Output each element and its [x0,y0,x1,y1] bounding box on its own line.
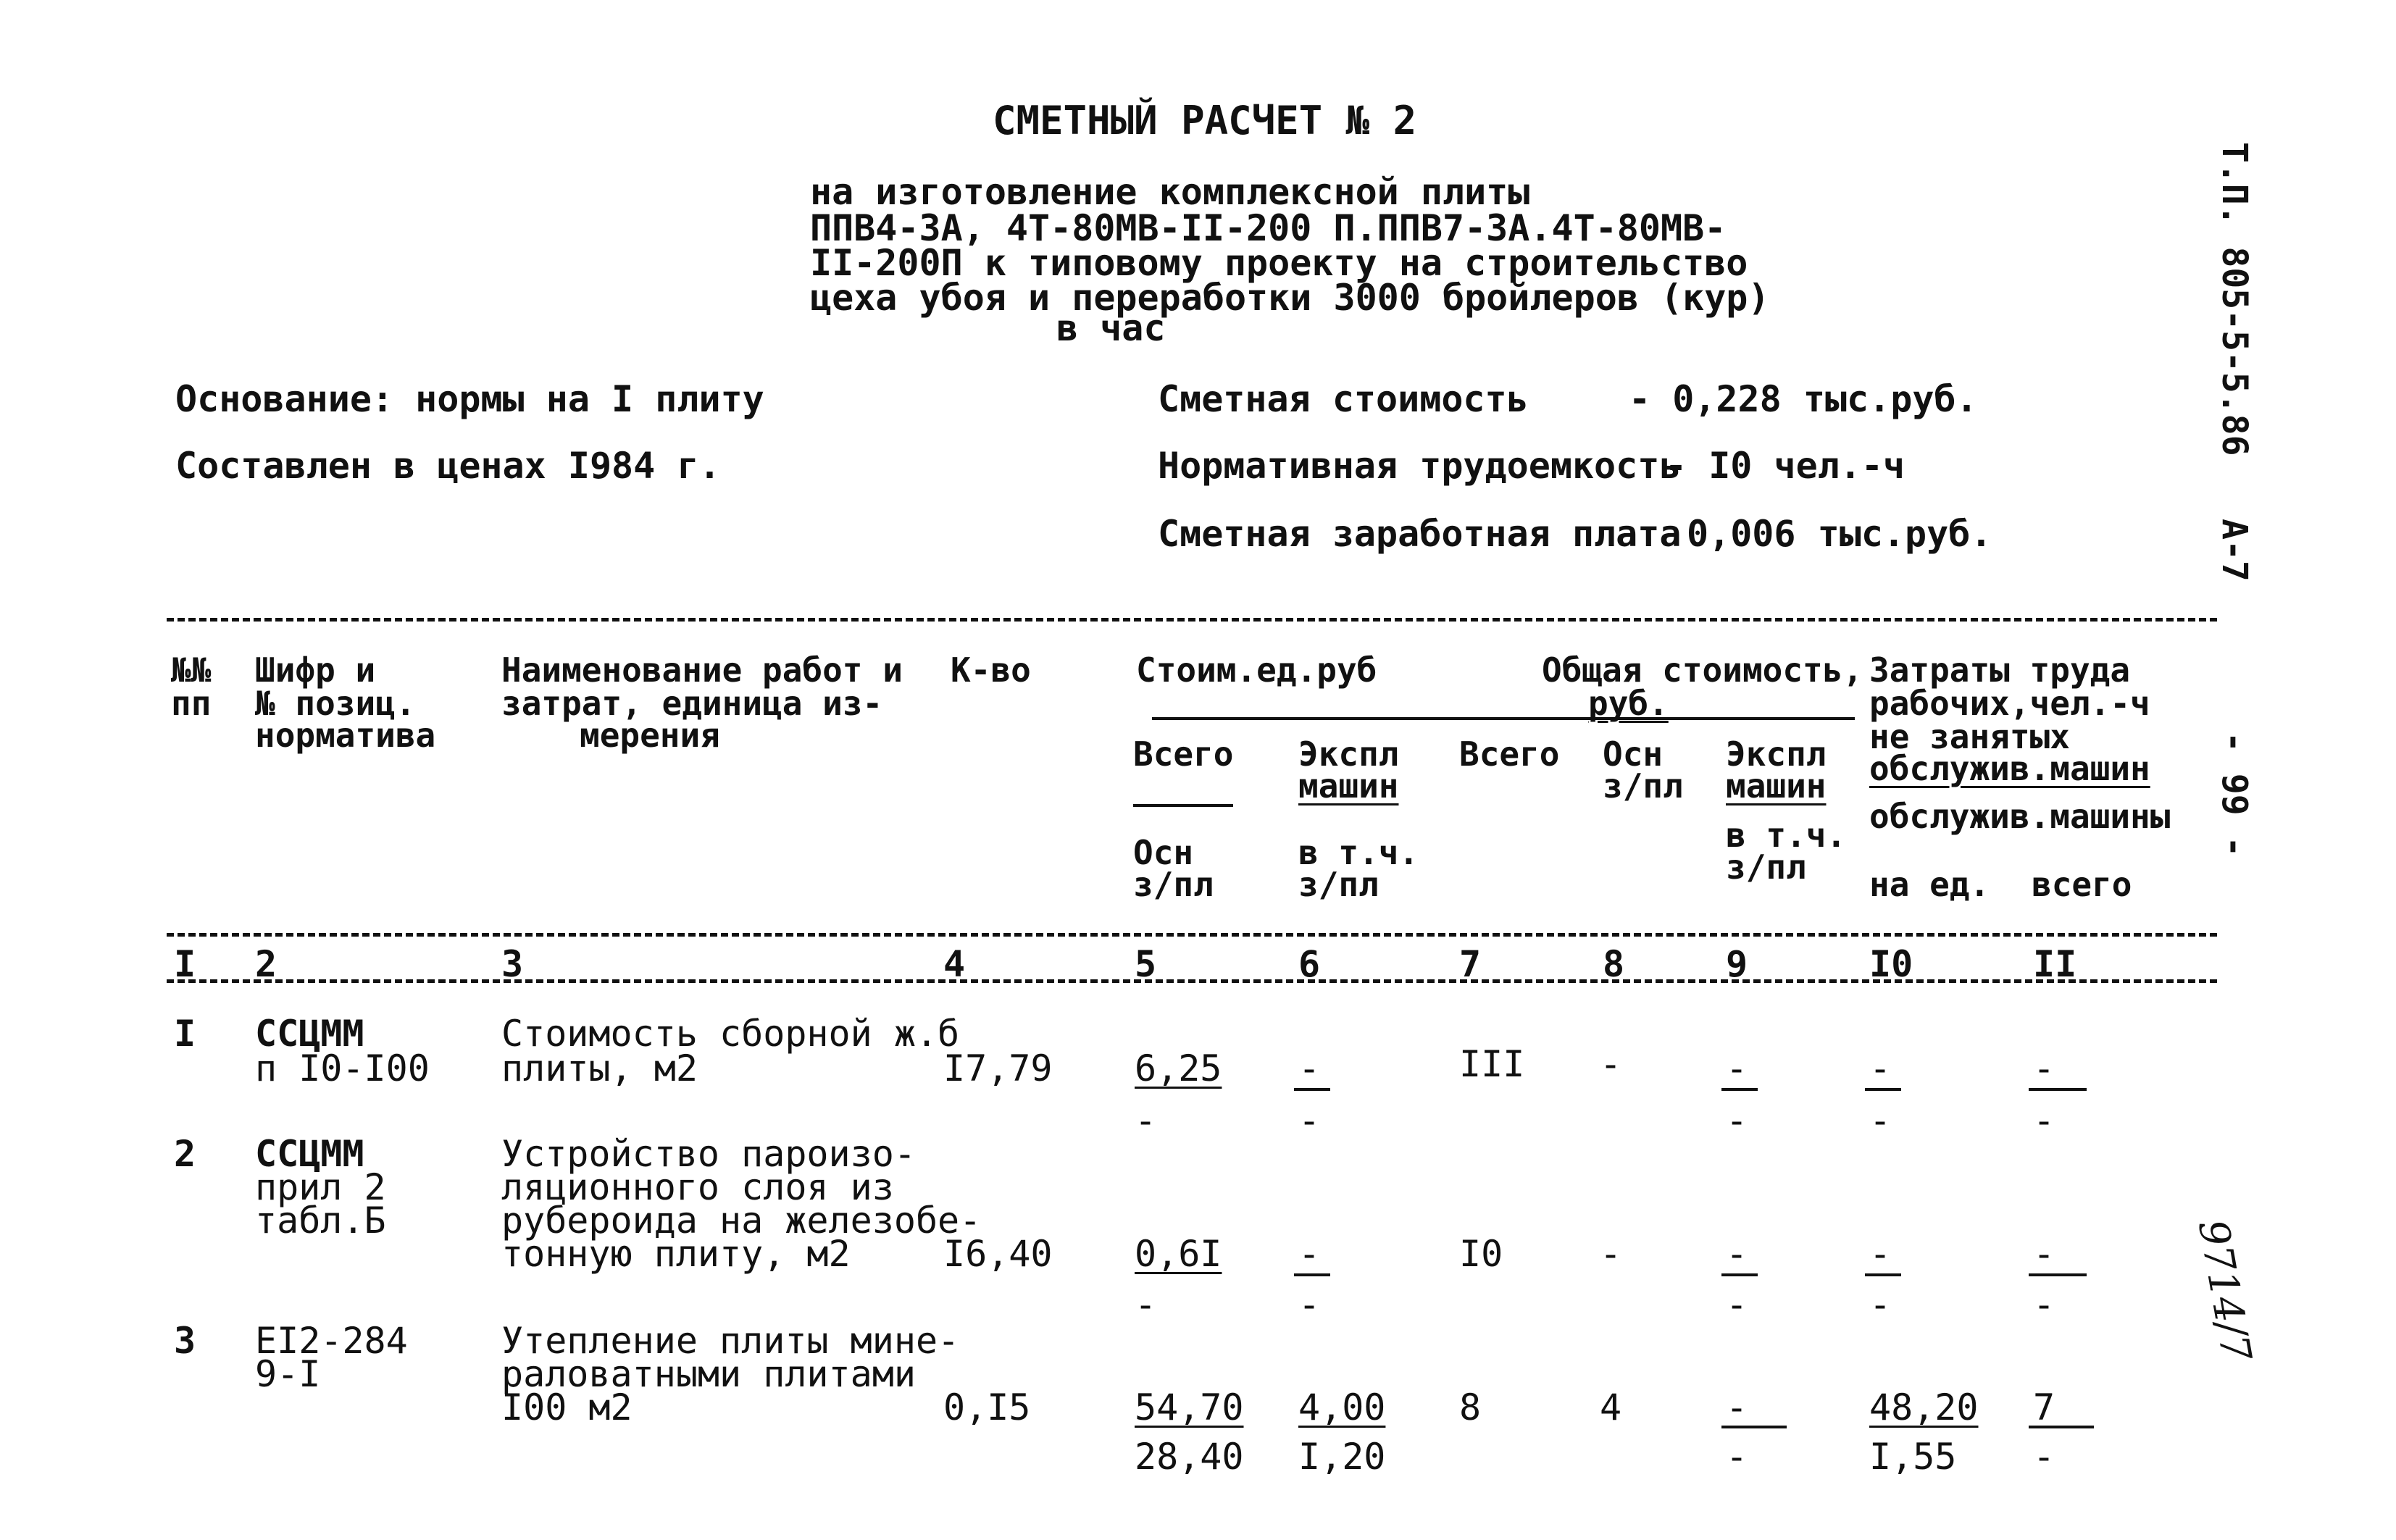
row-labor-total: 7 [2033,1386,2055,1428]
row-labor-unit: - [1869,1047,1892,1089]
header-name-line1: Наименование работ и [501,650,903,690]
row-labor-unit-b: - [1869,1100,1892,1142]
labor-label: Нормативная трудоемкость [1158,445,1682,487]
row-labor-unit: 48,20 [1869,1386,1979,1428]
row-total-wage: - [1600,1043,1622,1085]
header-unit-ekspl-line2: машин [1298,766,1399,805]
col-number-10: I0 [1869,943,1913,985]
col-number-6: 6 [1298,943,1321,985]
underline-mark [1865,1088,1901,1091]
header-unit-vtch-line1: в т.ч. [1298,833,1419,872]
row-total-ekspl-wage: - [1726,1284,1748,1326]
header-code-line3: норматива [255,716,436,755]
header-num-line1: №№ [171,650,212,690]
header-labor-line2: рабочих,чел.-ч [1869,684,2150,723]
header-qty: К-во [951,650,1031,690]
row-labor-total-b: - [2033,1100,2055,1142]
underline-mark [1721,1426,1787,1428]
header-total-vtch-line1: в т.ч. [1726,816,1847,855]
header-total-ekspl-line2: машин [1726,766,1827,805]
underline-mark [2029,1273,2087,1276]
row-name-line3: I00 м2 [501,1386,633,1428]
header-num-line2: пп [171,684,212,723]
header-labor-line1: Затраты труда [1869,650,2131,690]
col-number-11: II [2033,943,2077,985]
row-name-line2: ляционного слоя из [501,1166,894,1208]
row-name-line2: плиты, м2 [501,1047,698,1089]
row-unit-wage: - [1135,1100,1157,1142]
wage-label: Сметная заработная плата [1158,513,1682,555]
header-total-osn-line1: Осн [1603,735,1664,774]
labor-value: - I0 чел.-ч [1665,445,1905,487]
row-total-wage: 4 [1600,1386,1622,1428]
subtitle-line-4: цеха убоя и переработки 3000 бройлеров (кур) [810,277,1770,319]
estimated-cost-value: - 0,228 тыс.руб. [1629,378,1978,420]
separator-top [167,618,2217,622]
row-unit-total: 6,25 [1135,1047,1222,1089]
row-total-ekspl: - [1726,1386,1748,1428]
header-labor-line4: обслужив.машин [1869,749,2150,788]
row-unit-ekspl: 4,00 [1298,1386,1386,1428]
wage-value: 0,006 тыс.руб. [1687,513,1992,555]
row-unit-ekspl-wage: - [1298,1100,1321,1142]
row-labor-unit: - [1869,1233,1892,1275]
row-unit-total: 54,70 [1135,1386,1244,1428]
row-code-line2: 9-I [255,1353,321,1395]
underline-mark [1865,1273,1901,1276]
subtitle-line-1: на изготовление комплексной плиты [810,171,1530,213]
row-code-line2: прил 2 [255,1166,386,1208]
row-total-ekspl: - [1726,1233,1748,1275]
row-labor-total: - [2033,1047,2055,1089]
row-unit-ekspl: - [1298,1047,1321,1089]
header-unit-vsego-rule [1133,804,1233,807]
header-labor-line3: не занятых [1869,717,2070,756]
row-code-line1: ЕI2-284 [255,1320,408,1362]
underline-mark [2029,1088,2087,1091]
row-name-line1: Устройство пароизо- [501,1133,916,1175]
row-name-line4: тонную плиту, м2 [501,1233,851,1275]
underline-mark [1294,1088,1330,1091]
row-qty: I6,40 [943,1233,1053,1275]
header-name-line2: затрат, единица из- [501,684,883,723]
row-code-line3: табл.Б [255,1200,386,1242]
row-name-line3: рубероида на железобе- [501,1200,982,1242]
subtitle-line-2: ППВ4-3А, 4Т-80МВ-II-200 П.ППВ7-3А.4Т-80МВ- [810,207,1727,249]
row-total: III [1459,1043,1525,1085]
underline-mark [1721,1088,1758,1091]
row-qty: I7,79 [943,1047,1053,1089]
header-code-line2: № позиц. [255,684,416,723]
page-number: - 99 - [2214,732,2255,858]
col-number-9: 9 [1726,943,1748,985]
row-total-wage: - [1600,1233,1622,1275]
col-number-8: 8 [1603,943,1625,985]
prices-year-text: Составлен в ценах I984 г. [175,445,721,487]
header-labor-sub: обслужив.машины [1869,797,2171,836]
col-number-7: 7 [1459,943,1482,985]
row-labor-total: - [2033,1233,2055,1275]
header-code-line1: Шифр и [255,650,376,690]
header-name-line3: мерения [580,716,720,755]
side-stamp: Т.П. 805-5-5.86 А-7 [2214,142,2255,582]
header-total-vtch-line2: з/пл [1726,848,1806,887]
row-code-line1: ССЦММ [255,1133,364,1175]
row-labor-unit-b: - [1869,1284,1892,1326]
row-unit-ekspl: - [1298,1233,1321,1275]
row-num: I [174,1013,196,1055]
row-unit-ekspl-wage: I,20 [1298,1436,1386,1478]
header-unit-osn-line2: з/пл [1133,865,1214,904]
row-unit-ekspl-wage: - [1298,1284,1321,1326]
header-unit-vtch-line2: з/пл [1298,865,1379,904]
estimated-cost-label: Сметная стоимость [1158,378,1529,420]
row-total: 8 [1459,1386,1482,1428]
row-num: 3 [174,1320,196,1362]
row-labor-unit-b: I,55 [1869,1436,1957,1478]
header-unit-ekspl-line1: Экспл [1298,735,1399,774]
row-total-ekspl-wage: - [1726,1436,1748,1478]
row-total: I0 [1459,1233,1503,1275]
row-qty: 0,I5 [943,1386,1031,1428]
header-total-cost-line1: Общая стоимость, [1542,650,1863,690]
header-total-ekspl-line1: Экспл [1726,735,1827,774]
header-total-cost-line2: руб. [1588,684,1669,723]
col-number-2: 2 [255,943,277,985]
underline-mark [2029,1426,2094,1428]
underline-mark [1294,1273,1330,1276]
row-labor-total-b: - [2033,1284,2055,1326]
row-unit-wage: - [1135,1284,1157,1326]
row-code-line1: ССЦММ [255,1013,364,1055]
row-total-ekspl-wage: - [1726,1100,1748,1142]
separator-header [167,933,2217,937]
subtitle-line-3: II-200П к типовому проекту на строительство [810,242,1748,284]
row-name-line1: Утепление плиты мине- [501,1320,960,1362]
header-labor-na-ed: на ед. [1869,865,1990,904]
header-total-vsego: Всего [1459,735,1560,774]
col-number-1: I [174,943,196,985]
row-name-line1: Стоимость сборной ж.б [501,1013,960,1055]
header-unit-osn-line1: Осн [1133,833,1194,872]
row-name-line2: раловатными плитами [501,1353,916,1395]
row-unit-total: 0,6I [1135,1233,1222,1275]
row-num: 2 [174,1133,196,1175]
header-unit-cost: Стоим.ед.руб [1136,650,1377,690]
row-total-ekspl: - [1726,1047,1748,1089]
basis-text: Основание: нормы на I плиту [175,378,764,420]
row-code-line2: п I0-I00 [255,1047,430,1089]
document-title: СМЕТНЫЙ РАСЧЕТ № 2 [993,98,1417,143]
header-labor-vsego: всего [2032,865,2132,904]
row-labor-total-b: - [2033,1436,2055,1478]
header-total-osn-line2: з/пл [1603,766,1683,805]
handwritten-note: 9714/7 [2188,1216,2261,1365]
subtitle-line-5: в час [1056,307,1166,349]
col-number-3: 3 [501,943,524,985]
header-unit-vsego: Всего [1133,735,1234,774]
col-number-5: 5 [1135,943,1157,985]
col-number-4: 4 [943,943,966,985]
underline-mark [1721,1273,1758,1276]
header-cost-rule [1152,717,1855,720]
row-unit-wage: 28,40 [1135,1436,1244,1478]
